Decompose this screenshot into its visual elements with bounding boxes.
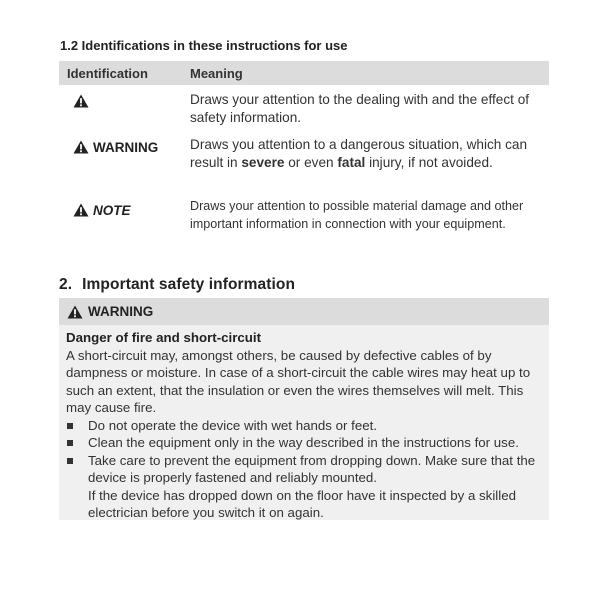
note-label: NOTE: [93, 203, 131, 218]
warning-triangle-icon: [73, 140, 89, 154]
table-row: [59, 136, 549, 172]
identifications-table: [59, 61, 549, 231]
table-header: [59, 61, 549, 85]
severe-text: severe: [241, 155, 285, 170]
warning-triangle-icon: [73, 94, 89, 108]
warning-box-body: [59, 325, 549, 522]
warning-box-label: WARNING: [88, 304, 154, 319]
bullet-icon: [67, 440, 73, 446]
column-header-identification: Identification: [67, 65, 148, 81]
table-row: [59, 198, 549, 233]
meaning-warning: Draws you attention to a dangerous situation, which can result in severe or even fatal injury, if not avoided.: [190, 137, 528, 170]
meaning-general: Draws your attention to the dealing with and the effect of safety information.: [190, 92, 530, 125]
list-item: Clean the equipment only in the way described in the instructions for use.: [66, 434, 541, 452]
bullet-icon: [67, 423, 73, 429]
list-item: Take care to prevent the equipment from dropping down. Make sure that the device is properly fastened and reliably mounted. If the device has dropped down on the floor have it inspected by a skilled electrician before you switch it on again.: [66, 452, 541, 522]
bullet-continuation: If the device has dropped down on the floor have it inspected by a skilled electrician before you switch it on again.: [88, 487, 516, 520]
list-item: Do not operate the device with wet hands or feet.: [66, 417, 541, 435]
warning-box-header: [59, 298, 549, 325]
warning-triangle-icon: [73, 203, 89, 217]
column-header-meaning: Meaning: [190, 65, 243, 81]
danger-subtitle: Danger of fire and short-circuit: [66, 330, 262, 345]
danger-paragraph: A short-circuit may, amongst others, be caused by defective cables of by dampness or moisture. In case of a short-circuit the cable wires may heat up to such an extent, that the insulation or even the wires themselves will melt. This may cause fire.: [66, 347, 531, 415]
meaning-note: Draws your attention to possible material damage and other important information in connection with your equipment.: [190, 199, 524, 231]
section-1-2-title: 1.2 Identifications in these instructions for use: [60, 38, 348, 53]
section-2-title: Important safety information: [82, 276, 296, 293]
fatal-text: fatal: [337, 155, 366, 170]
bullet-icon: [67, 458, 73, 464]
section-number: 2.: [59, 276, 73, 293]
warning-box: [59, 298, 549, 520]
section-2-heading: [59, 276, 295, 294]
table-row: [59, 91, 549, 127]
safety-bullet-list: [66, 417, 541, 522]
warning-triangle-icon: [67, 305, 83, 319]
warning-label: WARNING: [93, 140, 159, 155]
